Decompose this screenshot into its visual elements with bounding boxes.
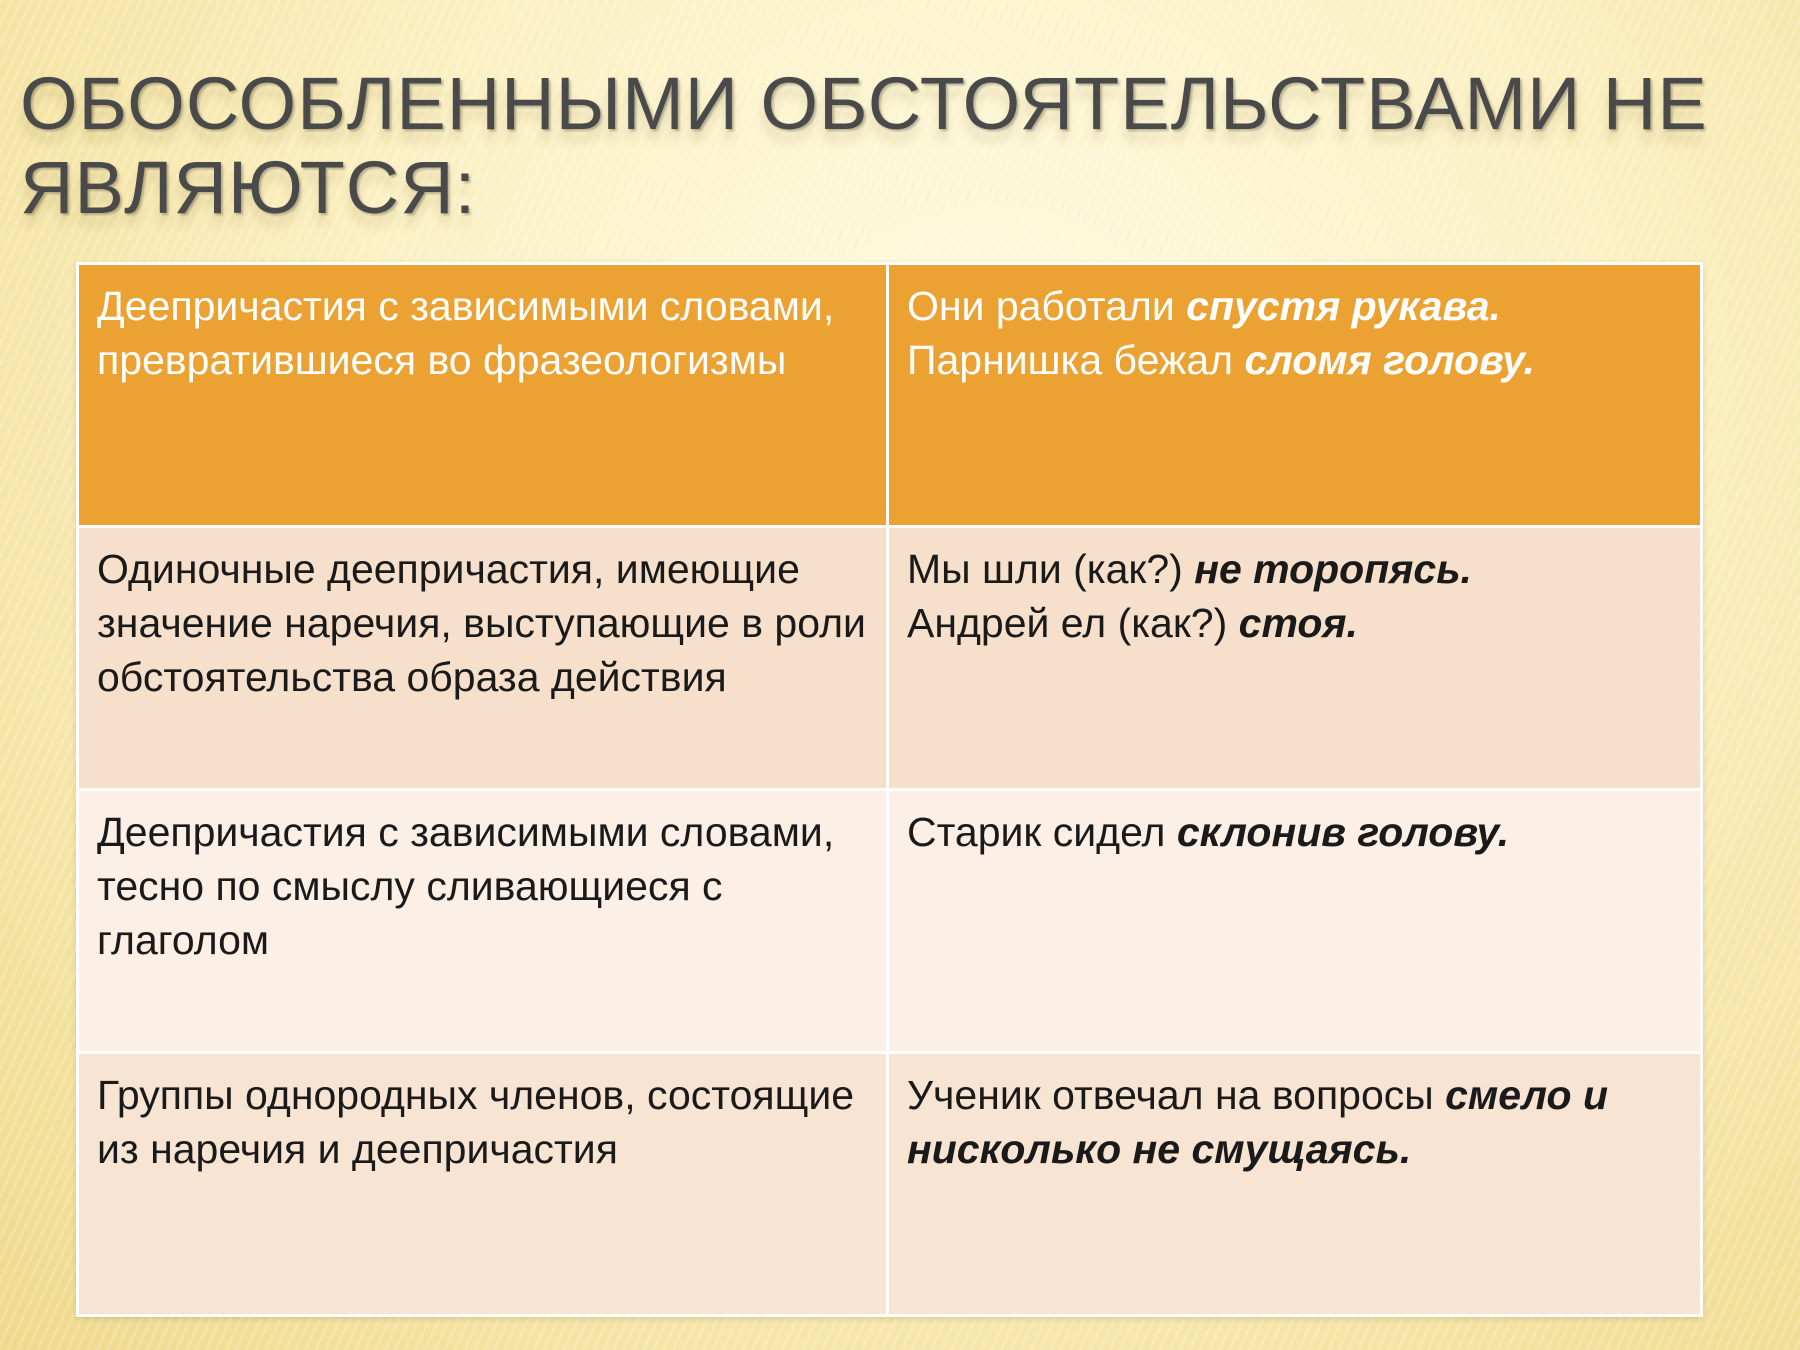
example-emphasis: смело и нисколько не смущаясь. xyxy=(907,1072,1609,1172)
slide-title: ОБОСОБЛЕННЫМИ ОБСТОЯТЕЛЬСТВАМИ НЕ ЯВЛЯЮТСЯ: xyxy=(20,62,1708,229)
example-line xyxy=(907,805,1684,859)
example-plain: Парнишка бежал xyxy=(907,337,1245,383)
example-plain: Ученик отвечал на вопросы xyxy=(907,1072,1446,1118)
example-plain: Мы шли (как?) xyxy=(907,546,1195,592)
category-text: Группы однородных членов, состоящие из наречия и деепричастия xyxy=(97,1072,855,1172)
example-cell xyxy=(888,264,1702,527)
category-cell xyxy=(78,790,888,1053)
rules-table xyxy=(76,262,1703,1317)
category-text: Деепричастия с зависимыми словами, тесно по смыслу сливающиеся с глаголом xyxy=(97,809,835,963)
example-plain: Андрей ел (как?) xyxy=(907,600,1239,646)
category-cell xyxy=(78,527,888,790)
table-row xyxy=(78,790,1702,1053)
example-emphasis: склонив голову. xyxy=(1176,809,1510,855)
example-emphasis: сломя голову. xyxy=(1244,337,1535,383)
category-cell xyxy=(78,1053,888,1316)
example-line xyxy=(907,542,1684,596)
example-cell xyxy=(888,790,1702,1053)
example-line xyxy=(907,279,1684,333)
category-text: Одиночные деепричастия, имеющие значение наречия, выступающие в роли обстоятельства образа действия xyxy=(97,546,866,700)
example-line xyxy=(907,333,1684,387)
example-emphasis: не торопясь. xyxy=(1194,546,1472,592)
table-row xyxy=(78,1053,1702,1316)
category-cell xyxy=(78,264,888,527)
example-line xyxy=(907,596,1684,650)
table-row xyxy=(78,527,1702,790)
example-cell xyxy=(888,527,1702,790)
table-row xyxy=(78,264,1702,527)
example-cell xyxy=(888,1053,1702,1316)
example-line xyxy=(907,1072,1608,1172)
example-emphasis: спустя рукава. xyxy=(1186,283,1501,329)
example-emphasis: стоя. xyxy=(1238,600,1358,646)
example-plain: Они работали xyxy=(907,283,1187,329)
category-text: Деепричастия с зависимыми словами, превратившиеся во фразеологизмы xyxy=(97,283,835,383)
example-plain: Старик сидел xyxy=(907,809,1177,855)
